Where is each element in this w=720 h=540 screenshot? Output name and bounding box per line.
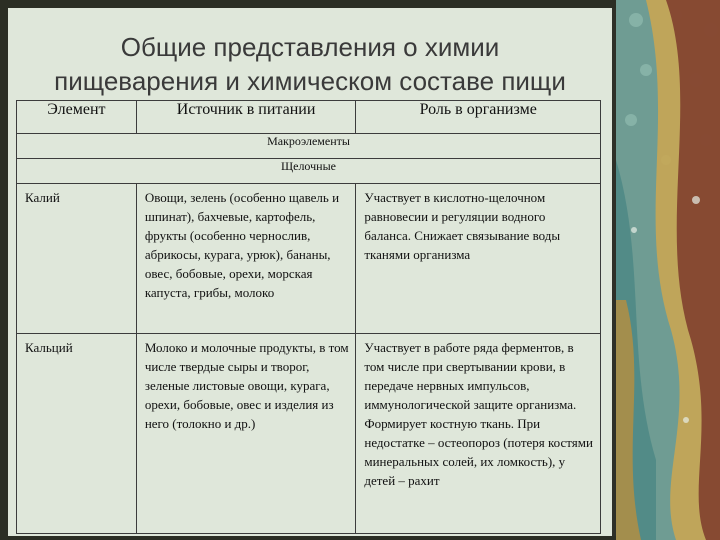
cell-role: Участвует в кислотно-щелочном равновесии и регуляции водного баланса. Снижает связывание воды тканями организма bbox=[364, 190, 561, 262]
section-row-macro bbox=[17, 134, 601, 159]
floral-pattern-icon bbox=[616, 0, 720, 540]
header-source: Источник в питании bbox=[136, 101, 356, 134]
table-row bbox=[17, 184, 601, 334]
header-role: Роль в организме bbox=[356, 101, 601, 134]
section-alkaline: Щелочные bbox=[17, 159, 601, 184]
table-row bbox=[17, 334, 601, 534]
cell-element: Кальций bbox=[25, 340, 73, 355]
cell-source: Молоко и молочные продукты, в том числе твердые сыры и творог, зеленые листовые овощи, курага, орехи, бобовые, овес и изделия из него (толокно и др.) bbox=[144, 340, 349, 431]
header-element: Элемент bbox=[17, 101, 137, 134]
section-row-alkaline bbox=[17, 159, 601, 184]
title-line-1: Общие представления о химии bbox=[120, 32, 500, 62]
section-macroelements: Макроэлементы bbox=[17, 134, 601, 159]
nutrition-table bbox=[16, 100, 601, 534]
cell-source: Овощи, зелень (особенно щавель и шпинат), бахчевые, картофель, фрукты (особенно чернослив, абрикосы, курага, урюк), бананы, овес, бобовые, орехи, морская капуста, грибы, молоко bbox=[144, 190, 340, 300]
decorative-side-pattern bbox=[616, 0, 720, 540]
table-header-row bbox=[17, 101, 601, 134]
slide-title bbox=[20, 30, 600, 98]
title-line-2: пищеварения и химическом составе пищи bbox=[54, 66, 566, 96]
cell-role: Участвует в работе ряда ферментов, в том числе при свертывании крови, в передаче нервных импульсов, иммунологической защите организма. Формирует костную ткань. При недостатке – остеопороз (потеря костями минеральных солей, их ломкость), у детей – рахит bbox=[364, 340, 593, 488]
cell-element: Калий bbox=[25, 190, 60, 205]
